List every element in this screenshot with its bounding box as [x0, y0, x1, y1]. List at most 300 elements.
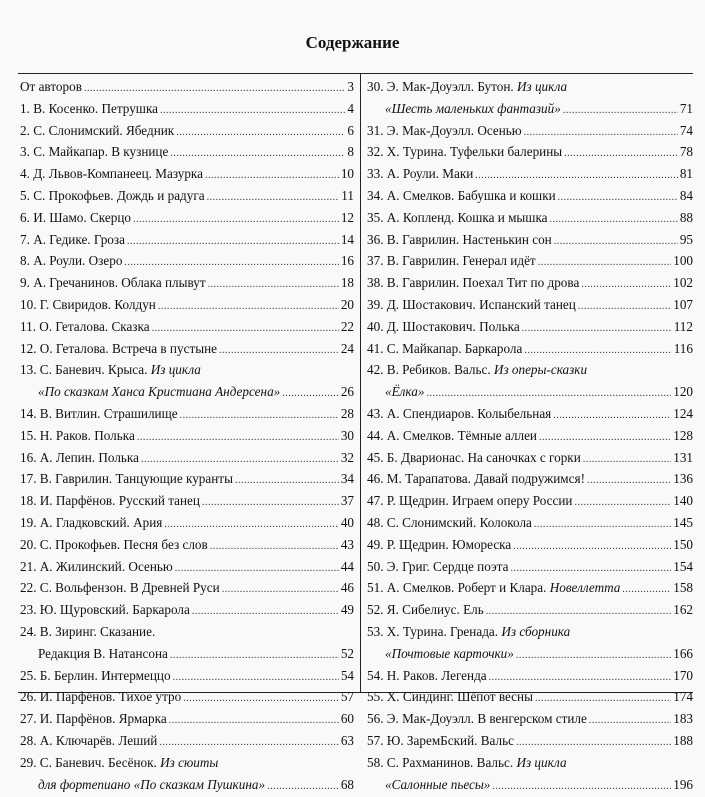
toc-entry [367, 708, 693, 730]
toc-entry-title [367, 272, 579, 294]
dot-leader [553, 405, 671, 427]
dot-leader [158, 296, 339, 318]
toc-entry-text: 45. Б. Дварионас. На саночках с горки [367, 450, 581, 465]
page-number: 140 [673, 490, 693, 512]
toc-entry-text: 6. И. Шамо. Скерцо [20, 210, 131, 225]
page-number: 124 [673, 403, 693, 425]
dot-leader [510, 558, 671, 580]
toc-entry-title [385, 774, 490, 796]
toc-entry-italic-text: «Салонные пьесы» [385, 777, 490, 792]
page-number: 34 [341, 468, 354, 490]
toc-entry [20, 534, 354, 556]
toc-entry-text: 11. О. Геталова. Сказка [20, 319, 150, 334]
toc-entry-text: 10. Г. Свиридов. Колдун [20, 297, 156, 312]
toc-entry-title [367, 120, 522, 142]
toc-entry-text: 19. А. Гладковский. Ария [20, 515, 162, 530]
dot-leader [426, 383, 671, 405]
dot-leader [581, 274, 671, 296]
dot-leader [219, 340, 339, 362]
toc-entry [367, 599, 693, 621]
toc-entry-text: 2. С. Слонимский. Ябедник [20, 123, 174, 138]
toc-entry-title [367, 425, 537, 447]
page-number: 78 [680, 141, 693, 163]
toc-entry [367, 120, 693, 142]
toc-entry [20, 556, 354, 578]
toc-entry-title [367, 708, 587, 730]
toc-entry [20, 250, 354, 272]
toc-entry-title [20, 98, 158, 120]
toc-entry-title [20, 272, 206, 294]
toc-entry-title [20, 316, 150, 338]
toc-entry [20, 185, 354, 207]
toc-entry [20, 163, 354, 185]
page-number: 12 [341, 207, 354, 229]
dot-leader [124, 252, 338, 274]
toc-entry-text: 58. С. Рахманинов. Вальс. [367, 755, 516, 770]
toc-entry [367, 468, 693, 490]
toc-entry [367, 730, 693, 752]
dot-leader [180, 405, 339, 427]
toc-entry-text: 18. И. Парфёнов. Русский танец [20, 493, 200, 508]
dot-leader [589, 710, 671, 732]
toc-entry-text: 1. В. Косенко. Петрушка [20, 101, 158, 116]
page-number: 170 [673, 665, 693, 687]
dot-leader [558, 187, 678, 209]
toc-entry [20, 120, 354, 142]
page-number: 68 [341, 774, 354, 796]
toc-entry [20, 730, 354, 752]
column-divider [360, 73, 361, 693]
page-number: 30 [341, 425, 354, 447]
toc-entry-text: 33. А. Роули. Маки [367, 166, 473, 181]
toc-entry-title [20, 577, 220, 599]
dot-leader [524, 340, 671, 362]
page-number: 174 [673, 686, 693, 708]
toc-entry-title [20, 708, 167, 730]
toc-entry-title [20, 730, 157, 752]
toc-entry-text: 27. И. Парфёнов. Ярмарка [20, 711, 167, 726]
toc-entry-title [38, 774, 265, 796]
toc-entry-text: 22. С. Вольфензон. В Древней Руси [20, 580, 220, 595]
page-number: 44 [341, 556, 354, 578]
toc-entry [20, 359, 354, 381]
toc-entry [20, 338, 354, 360]
toc-column-right [367, 76, 693, 795]
dot-leader [587, 470, 671, 492]
dot-leader [202, 492, 339, 514]
toc-entry-title [367, 250, 536, 272]
toc-entry-text: 13. С. Баневич. Крыса. [20, 362, 151, 377]
dot-leader [535, 688, 671, 710]
page-number: 49 [341, 599, 354, 621]
toc-entry [20, 774, 354, 796]
toc-entry-italic-text: Из оперы-сказки [494, 362, 587, 377]
dot-leader [524, 122, 678, 144]
toc-entry-title [20, 120, 174, 142]
dot-leader [152, 318, 339, 340]
toc-entry-italic-text: Из сборника [501, 624, 570, 639]
toc-entry-title [385, 643, 514, 665]
toc-entry-title [20, 207, 131, 229]
toc-entry-text: 14. В. Витлин. Страшилище [20, 406, 178, 421]
dot-leader [522, 318, 672, 340]
page-number: 32 [341, 447, 354, 469]
toc-entry [367, 76, 693, 98]
toc-entry-title [20, 185, 205, 207]
toc-entry-text: 35. А. Копленд. Кошка и мышка [367, 210, 548, 225]
toc-entry-text: 24. В. Зиринг. Сказание. [20, 624, 155, 639]
page-number: 10 [341, 163, 354, 185]
dot-leader [563, 100, 678, 122]
page-number: 162 [673, 599, 693, 621]
toc-entry-italic-text: для фортепиано «По сказкам Пушкина» [38, 777, 265, 792]
toc-entry-title [367, 294, 576, 316]
dot-leader [160, 100, 345, 122]
toc-entry-title [20, 534, 208, 556]
toc-entry [367, 381, 693, 403]
toc-entry-title [20, 425, 135, 447]
dot-leader [170, 645, 339, 667]
page-number: 37 [341, 490, 354, 512]
toc-entry-italic-text: «Почтовые карточки» [385, 646, 514, 661]
toc-entry-italic-text: Из цикла [517, 79, 567, 94]
dot-leader [554, 231, 678, 253]
dot-leader [170, 143, 345, 165]
toc-entry-title [367, 163, 473, 185]
page-number: 71 [680, 98, 693, 120]
page-title: Содержание [0, 33, 705, 53]
page-number: 16 [341, 250, 354, 272]
dot-leader [534, 514, 671, 536]
toc-entry [20, 577, 354, 599]
toc-entry-title [38, 381, 280, 403]
toc-entry [367, 556, 693, 578]
toc-entry-title [20, 294, 156, 316]
page-number: 60 [341, 708, 354, 730]
page-number: 6 [347, 120, 354, 142]
toc-entry-text: 55. Х. Синдинг. Шёпот весны [367, 689, 533, 704]
toc-entry [20, 381, 354, 403]
toc-entry-title [367, 338, 522, 360]
toc-entry-text: 26. И. Парфёнов. Тихое утро [20, 689, 181, 704]
dot-leader [133, 209, 339, 231]
toc-entry-text: 25. Б. Берлин. Интермеццо [20, 668, 171, 683]
dot-leader [205, 165, 339, 187]
toc-entry-title [367, 447, 581, 469]
page-number: 158 [673, 577, 693, 599]
toc-entry [20, 425, 354, 447]
toc-entry-text: 43. А. Спендиаров. Колыбельная [367, 406, 551, 421]
page-number: 52 [341, 643, 354, 665]
page-number: 43 [341, 534, 354, 556]
page-number: 112 [674, 316, 693, 338]
toc-table [18, 73, 693, 693]
page-number: 14 [341, 229, 354, 251]
top-rule [18, 73, 693, 74]
toc-entry [367, 359, 693, 381]
toc-entry-title [20, 468, 233, 490]
toc-entry [367, 272, 693, 294]
page-number: 183 [673, 708, 693, 730]
dot-leader [192, 601, 339, 623]
dot-leader [550, 209, 678, 231]
toc-entry [367, 577, 693, 599]
toc-entry [20, 141, 354, 163]
dot-leader [173, 667, 339, 689]
toc-entry-text: 28. А. Ключарёв. Леший [20, 733, 157, 748]
page-number: 154 [673, 556, 693, 578]
dot-leader [141, 449, 339, 471]
toc-entry-text: 50. Э. Григ. Сердце поэта [367, 559, 508, 574]
toc-entry [367, 163, 693, 185]
toc-entry-italic-text: «По сказкам Ханса Кристиана Андерсена» [38, 384, 280, 399]
toc-entry [367, 425, 693, 447]
toc-entry [367, 490, 693, 512]
toc-entry-title [367, 534, 511, 556]
toc-entry-text: 57. Ю. ЗаремБский. Вальс [367, 733, 514, 748]
toc-entry-title [367, 621, 570, 643]
dot-leader [516, 732, 671, 754]
page-number: 120 [673, 381, 693, 403]
toc-entry [20, 403, 354, 425]
toc-entry-text: 37. В. Гаврилин. Генерал идёт [367, 253, 536, 268]
toc-entry [20, 294, 354, 316]
toc-entry-text: От авторов [20, 79, 82, 94]
toc-entry [20, 512, 354, 534]
toc-entry-title [20, 556, 173, 578]
toc-entry-title [367, 76, 567, 98]
toc-entry-text: 47. Р. Щедрин. Играем оперу России [367, 493, 573, 508]
toc-entry [20, 468, 354, 490]
toc-entry-title [385, 98, 561, 120]
toc-entry-text: 23. Ю. Щуровский. Баркарола [20, 602, 190, 617]
toc-entry-title [367, 490, 573, 512]
toc-entry-italic-text: Новеллетта [550, 580, 621, 595]
toc-entry-title [20, 447, 139, 469]
page-number: 128 [673, 425, 693, 447]
toc-entry-title [20, 250, 122, 272]
dot-leader [210, 536, 339, 558]
dot-leader [137, 427, 339, 449]
toc-entry-title [20, 163, 203, 185]
toc-entry [367, 643, 693, 665]
toc-entry-title [20, 359, 201, 381]
toc-entry-text: 52. Я. Сибелиус. Ель [367, 602, 484, 617]
toc-entry-text: 21. А. Жилинский. Осенью [20, 559, 173, 574]
dot-leader [539, 427, 671, 449]
toc-entry [20, 447, 354, 469]
page-number: 24 [341, 338, 354, 360]
dot-leader [564, 143, 678, 165]
toc-entry-text: 54. Н. Раков. Легенда [367, 668, 487, 683]
toc-entry [20, 76, 354, 98]
toc-entry-title [367, 316, 520, 338]
toc-entry-title [367, 185, 556, 207]
dot-leader [207, 187, 340, 209]
toc-column-left [20, 76, 354, 795]
page-number: 136 [673, 468, 693, 490]
dot-leader [169, 710, 339, 732]
toc-entry [367, 207, 693, 229]
toc-entry-title [20, 76, 82, 98]
toc-entry-title [367, 141, 562, 163]
toc-entry [367, 621, 693, 643]
toc-entry [367, 141, 693, 163]
toc-entry-text: 41. С. Майкапар. Баркарола [367, 341, 522, 356]
toc-entry-text: 4. Д. Львов-Компанеец. Мазурка [20, 166, 203, 181]
dot-leader [235, 470, 339, 492]
toc-entry [367, 512, 693, 534]
toc-entry-title [38, 643, 168, 665]
toc-entry-text: 51. А. Смелков. Роберт и Клара. [367, 580, 550, 595]
toc-entry-italic-text: «Ёлка» [385, 384, 424, 399]
toc-entry-title [367, 207, 548, 229]
toc-entry-text: 40. Д. Шостакович. Полька [367, 319, 520, 334]
toc-entry-text: 53. Х. Турина. Гренада. [367, 624, 501, 639]
toc-entry [367, 250, 693, 272]
page-number: 84 [680, 185, 693, 207]
toc-entry-title [20, 665, 171, 687]
toc-entry [367, 338, 693, 360]
page-number: 196 [673, 774, 693, 796]
toc-entry-title [367, 359, 587, 381]
toc-entry [367, 447, 693, 469]
page-number: 74 [680, 120, 693, 142]
page-number: 150 [673, 534, 693, 556]
toc-entry-text: 42. В. Ребиков. Вальс. [367, 362, 494, 377]
dot-leader [489, 667, 672, 689]
toc-entry [20, 272, 354, 294]
toc-entry-text: 15. Н. Раков. Полька [20, 428, 135, 443]
toc-entry-title [385, 381, 424, 403]
toc-entry [20, 643, 354, 665]
toc-entry-title [367, 665, 487, 687]
toc-entry-italic-text: Из цикла [151, 362, 201, 377]
page-number: 57 [341, 686, 354, 708]
toc-entry-text: 49. Р. Щедрин. Юмореска [367, 537, 511, 552]
toc-entry-text: 44. А. Смелков. Тёмные аллеи [367, 428, 537, 443]
toc-entry [20, 599, 354, 621]
page-number: 28 [341, 403, 354, 425]
page-number: 63 [341, 730, 354, 752]
toc-entry-text: 56. Э. Мак-Доуэлл. В венгерском стиле [367, 711, 587, 726]
toc-entry-text: 31. Э. Мак-Доуэлл. Осенью [367, 123, 522, 138]
toc-entry-text: 3. С. Майкапар. В кузнице [20, 144, 168, 159]
toc-entry-text: 20. С. Прокофьев. Песня без слов [20, 537, 208, 552]
dot-leader [159, 732, 338, 754]
toc-entry [367, 534, 693, 556]
toc-entry [367, 98, 693, 120]
dot-leader [175, 558, 339, 580]
dot-leader [84, 78, 345, 100]
toc-entry-title [367, 730, 514, 752]
toc-entry-title [20, 599, 190, 621]
toc-entry [367, 185, 693, 207]
toc-entry-text: 34. А. Смелков. Бабушка и кошки [367, 188, 556, 203]
toc-entry-title [367, 686, 533, 708]
page-number: 11 [341, 185, 354, 207]
dot-leader [475, 165, 678, 187]
page-number: 81 [680, 163, 693, 185]
toc-entry-text: 46. М. Тарапатова. Давай подружимся! [367, 471, 585, 486]
toc-entry [367, 665, 693, 687]
toc-entry [367, 403, 693, 425]
toc-entry [20, 229, 354, 251]
toc-entry-text: 30. Э. Мак-Доуэлл. Бутон. [367, 79, 517, 94]
toc-entry-italic-text: «Шесть маленьких фантазий» [385, 101, 561, 116]
dot-leader [578, 296, 671, 318]
dot-leader [583, 449, 671, 471]
toc-entry-title [367, 512, 532, 534]
toc-entry [367, 752, 693, 774]
page-number: 3 [347, 76, 354, 98]
toc-entry-text: 16. А. Лепин. Полька [20, 450, 139, 465]
toc-entry-text: 8. А. Роули. Озеро [20, 253, 122, 268]
toc-entry-italic-text: Из цикла [516, 755, 566, 770]
dot-leader [492, 776, 671, 797]
page-number: 54 [341, 665, 354, 687]
dot-leader [486, 601, 671, 623]
page-number: 8 [347, 141, 354, 163]
dot-leader [622, 579, 671, 601]
toc-entry [367, 686, 693, 708]
toc-entry-text: 39. Д. Шостакович. Испанский танец [367, 297, 576, 312]
toc-entry-title [367, 752, 567, 774]
page-number: 26 [341, 381, 354, 403]
toc-entry [367, 316, 693, 338]
toc-entry-title [20, 490, 200, 512]
page-number: 100 [673, 250, 693, 272]
toc-entry-title [20, 229, 125, 251]
dot-leader [513, 536, 671, 558]
toc-entry-text: 48. С. Слонимский. Колокола [367, 515, 532, 530]
toc-entry-text: 32. Х. Турина. Туфельки балерины [367, 144, 562, 159]
page-number: 40 [341, 512, 354, 534]
toc-entry [20, 316, 354, 338]
toc-entry [20, 490, 354, 512]
toc-entry-title [20, 338, 217, 360]
page-number: 166 [673, 643, 693, 665]
toc-entry-text: 5. С. Прокофьев. Дождь и радуга [20, 188, 205, 203]
toc-entry-text: 36. В. Гаврилин. Настенькин сон [367, 232, 552, 247]
toc-entry [367, 294, 693, 316]
page-number: 145 [673, 512, 693, 534]
dot-leader [538, 252, 672, 274]
toc-entry-text: 29. С. Баневич. Бесёнок. [20, 755, 160, 770]
page-number: 131 [673, 447, 693, 469]
dot-leader [183, 688, 339, 710]
toc-entry-italic-text: Из сюиты [160, 755, 218, 770]
toc-entry-title [20, 141, 168, 163]
toc-entry [20, 752, 354, 774]
toc-entry [20, 708, 354, 730]
page-number: 18 [341, 272, 354, 294]
toc-entry-text: 9. А. Гречанинов. Облака плывут [20, 275, 206, 290]
toc-entry [367, 774, 693, 796]
toc-entry-title [367, 229, 552, 251]
toc-entry-text: 38. В. Гаврилин. Поехал Тит по дрова [367, 275, 579, 290]
dot-leader [282, 383, 339, 405]
dot-leader [516, 645, 671, 667]
toc-entry [20, 207, 354, 229]
page-number: 46 [341, 577, 354, 599]
page-number: 188 [673, 730, 693, 752]
dot-leader [222, 579, 339, 601]
page-number: 107 [673, 294, 693, 316]
toc-entry [20, 98, 354, 120]
toc-entry-title [20, 512, 162, 534]
dot-leader [575, 492, 672, 514]
